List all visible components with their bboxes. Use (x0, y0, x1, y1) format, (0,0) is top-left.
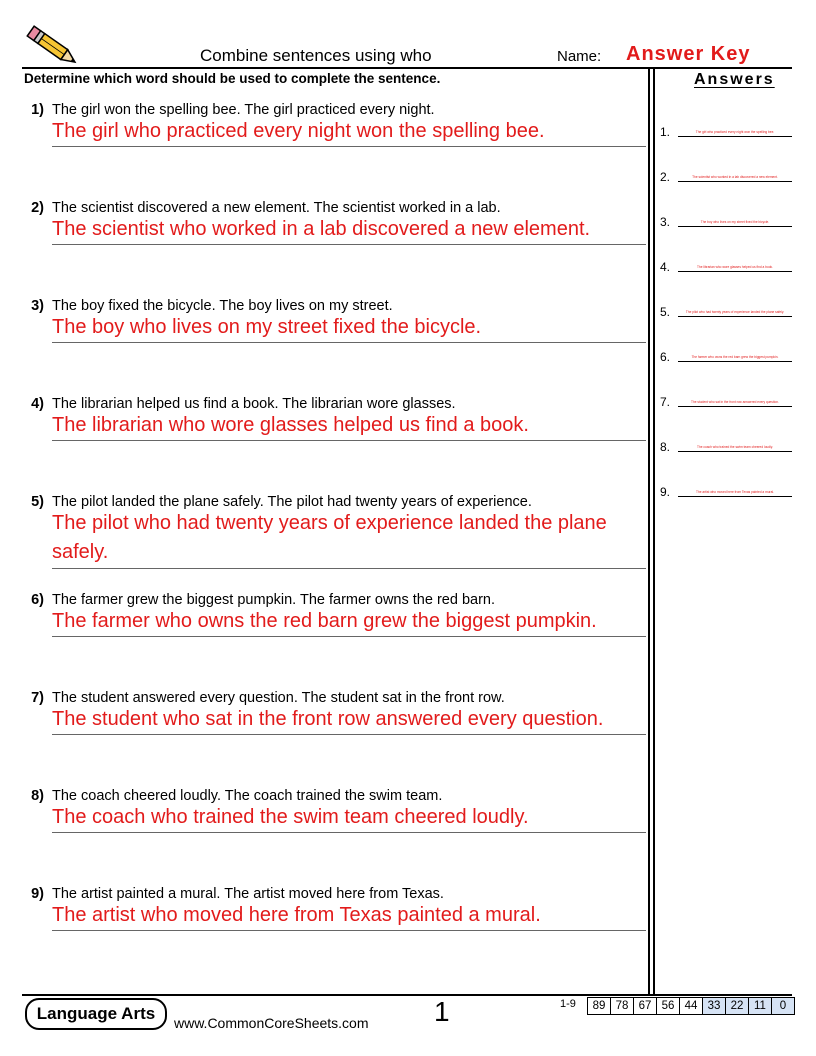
top-divider (22, 67, 792, 69)
pencil-icon (22, 22, 82, 70)
answer-key-line (678, 406, 792, 407)
worksheet-title: Combine sentences using who (200, 46, 432, 65)
answer-key-row-3 (660, 215, 792, 229)
question-number: 9) (31, 886, 44, 902)
score-cell: 44 (679, 998, 702, 1014)
answer-key-number: 7. (660, 395, 671, 409)
answer-key-line (678, 271, 792, 272)
answer-key-row-2 (660, 170, 792, 184)
answer-key-text: The pilot who had twenty years of experience landed the plane safely. (685, 310, 785, 314)
question-number: 1) (31, 102, 44, 118)
website-url: www.CommonCoreSheets.com (174, 1015, 369, 1031)
answer-key-line (678, 496, 792, 497)
answer-key-number: 6. (660, 350, 671, 364)
question-text: The librarian helped us find a book. The librarian wore glasses. (52, 396, 456, 412)
answer-key-number: 1. (660, 125, 671, 139)
question-text: The girl won the spelling bee. The girl practiced every night. (52, 102, 435, 118)
answer-key-line (678, 136, 792, 137)
answer-key-line (678, 181, 792, 182)
name-label: Name: (557, 48, 602, 65)
answer-key-row-4 (660, 260, 792, 274)
answer-line (52, 342, 646, 343)
answer-key-row-5 (660, 305, 792, 319)
answer-line (52, 440, 646, 441)
column-divider-left (648, 69, 650, 995)
question-number: 2) (31, 200, 44, 216)
score-cell: 11 (748, 998, 771, 1014)
answer-text: The coach who trained the swim team cheered loudly. (52, 806, 529, 828)
answer-key-number: 9. (660, 485, 671, 499)
answer-key-text: The coach who trained the swim team cheered loudly. (697, 445, 773, 449)
answer-line (52, 146, 646, 147)
answer-text: The artist who moved here from Texas painted a mural. (52, 904, 541, 926)
bottom-divider (22, 994, 792, 996)
score-cell: 56 (656, 998, 679, 1014)
answer-line (52, 636, 646, 637)
answer-key-number: 3. (660, 215, 671, 229)
answer-text: The scientist who worked in a lab discovered a new element. (52, 218, 591, 240)
answer-text: The student who sat in the front row answered every question. (52, 708, 604, 730)
answer-key-line (678, 316, 792, 317)
answer-text: The pilot who had twenty years of experience landed the plane safely. (52, 512, 607, 563)
score-cell: 67 (633, 998, 656, 1014)
question-text: The coach cheered loudly. The coach trained the swim team. (52, 788, 443, 804)
question-text: The boy fixed the bicycle. The boy lives on my street. (52, 298, 393, 314)
column-divider-right (653, 69, 655, 995)
score-cell: 0 (771, 998, 794, 1014)
answer-key-number: 2. (660, 170, 671, 184)
answer-text: The girl who practiced every night won the spelling bee. (52, 120, 545, 142)
answer-key-text: The student who sat in the front row answered every question. (691, 400, 779, 404)
answer-key-text: The librarian who wore glasses helped us find a book. (696, 265, 773, 269)
question-text: The pilot landed the plane safely. The pilot had twenty years of experience. (52, 494, 532, 510)
answer-key-text: The farmer who owns the red barn grew the biggest pumpkin. (691, 355, 779, 359)
question-number: 8) (31, 788, 44, 804)
question-text: The student answered every question. The student sat in the front row. (52, 690, 505, 706)
score-cell: 89 (592, 1000, 606, 1012)
question-number: 6) (31, 592, 44, 608)
answer-key-text: The girl who practiced every night won the spelling bee. (695, 130, 775, 134)
answer-key-row-8 (660, 440, 792, 454)
answer-key-number: 8. (660, 440, 671, 454)
question-number: 4) (31, 396, 44, 412)
score-cell: 22 (725, 998, 748, 1014)
question-number: 5) (31, 494, 44, 510)
score-table (587, 997, 795, 1015)
answer-key-number: 4. (660, 260, 671, 274)
answer-line (52, 568, 646, 569)
subject-badge: Language Arts (25, 998, 167, 1030)
score-cell: 78 (610, 998, 633, 1014)
answer-key-line (678, 361, 792, 362)
answer-key-text: The scientist who worked in a lab discovered a new element. (692, 175, 778, 179)
answer-text: The boy who lives on my street fixed the bicycle. (52, 316, 482, 338)
instructions: Determine which word should be used to complete the sentence. (24, 71, 441, 86)
answer-key-text: The boy who lives on my street fixed the bicycle. (700, 220, 770, 224)
question-number: 7) (31, 690, 44, 706)
answer-key-text: The artist who moved here from Texas painted a mural. (696, 490, 774, 494)
question-text: The farmer grew the biggest pumpkin. The farmer owns the red barn. (52, 592, 496, 608)
answers-heading: Answers (694, 71, 775, 88)
answer-text: The farmer who owns the red barn grew the biggest pumpkin. (52, 610, 597, 632)
question-text: The artist painted a mural. The artist moved here from Texas. (52, 886, 444, 902)
answer-key-row-7 (660, 395, 792, 409)
question-text: The scientist discovered a new element. The scientist worked in a lab. (52, 200, 501, 216)
score-cell: 33 (702, 998, 725, 1014)
answer-line (52, 244, 646, 245)
page-number: 1 (434, 996, 450, 1027)
answer-line (52, 930, 646, 931)
question-number: 3) (31, 298, 44, 314)
answer-key-line (678, 226, 792, 227)
answer-text: The librarian who wore glasses helped us find a book. (52, 414, 529, 436)
answer-key-row-9 (660, 485, 792, 499)
answer-key-line (678, 451, 792, 452)
answer-key-row-6 (660, 350, 792, 364)
answer-key-number: 5. (660, 305, 671, 319)
answer-key-row-1 (660, 125, 792, 139)
answer-line (52, 832, 646, 833)
answer-line (52, 734, 646, 735)
answer-key-label: Answer Key (626, 43, 751, 65)
score-range-label: 1-9 (560, 998, 576, 1010)
